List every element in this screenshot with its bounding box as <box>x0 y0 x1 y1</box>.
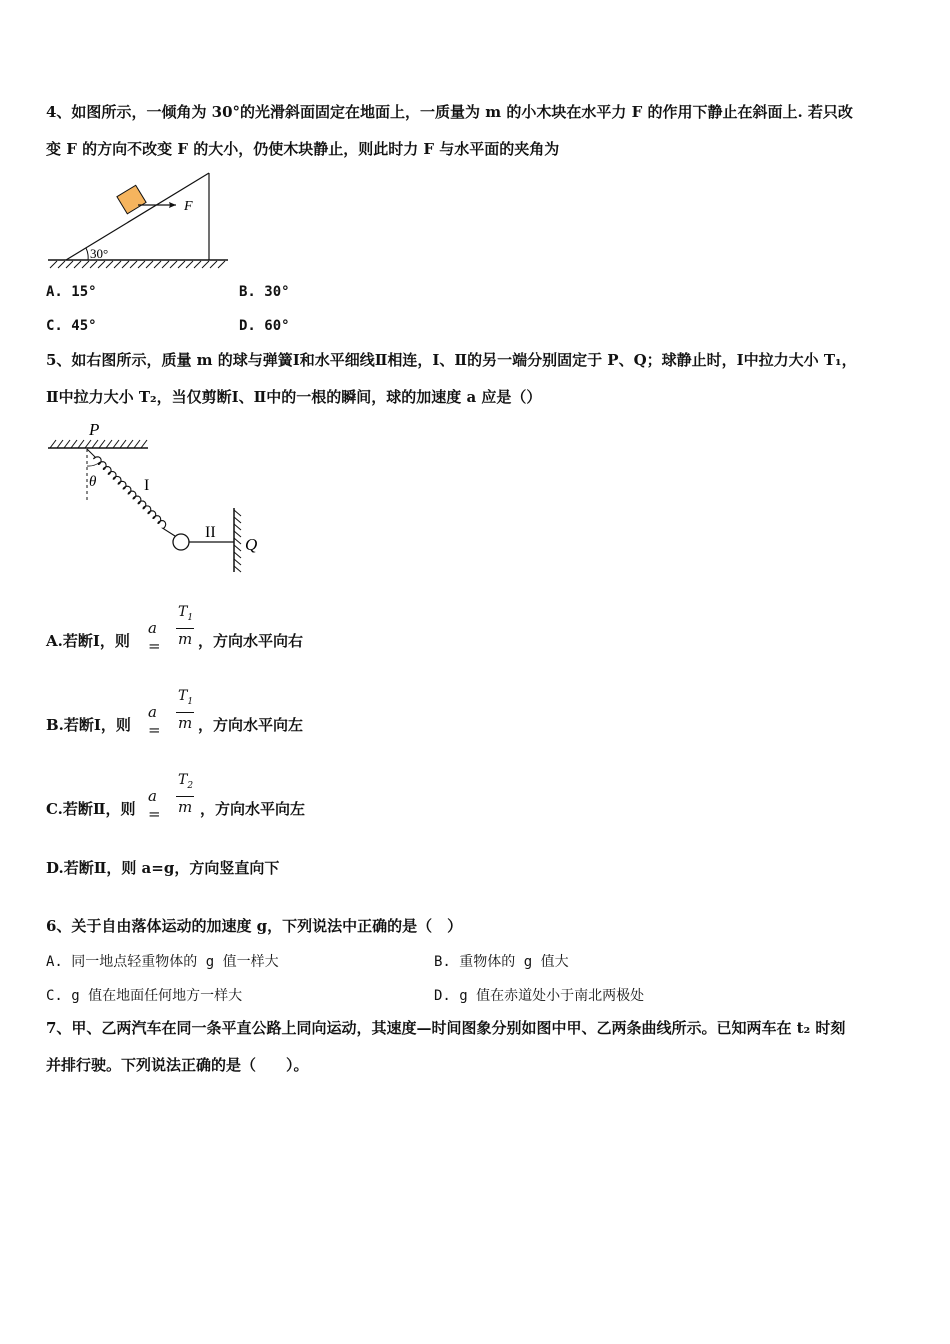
q5-option-c-suffix: ，方向水平向左 <box>200 800 306 818</box>
q6-option-b[interactable]: B. 重物体的 g 值大 <box>434 954 569 970</box>
q4-option-d[interactable]: D. 60° <box>239 318 290 334</box>
formula-denominator: m <box>178 798 193 816</box>
q5-option-c[interactable] <box>46 798 136 819</box>
formula-numerator: $T_1$ <box>178 688 194 707</box>
q4-option-b[interactable]: B. 30° <box>239 284 290 300</box>
wooden-block <box>117 185 146 214</box>
q4-option-c[interactable]: C. 45° <box>46 318 97 334</box>
formula-denominator: m <box>178 630 193 648</box>
formula-lhs: a = <box>148 787 161 823</box>
ball <box>173 534 189 550</box>
ground-hatching <box>50 261 225 268</box>
wall-hatching <box>234 510 241 572</box>
q7-stem-line2: 并排行驶。下列说法正确的是（ ）。 <box>46 1056 309 1074</box>
q4-stem-line1: 4、如图所示，一倾角为 30°的光滑斜面固定在地面上，一质量为 m 的小木块在水平力 F 的作用下静止在斜面上. 若只改 <box>46 103 853 121</box>
formula-lhs: a = <box>148 703 161 739</box>
option-prefix: A.若断Ⅰ，则 <box>46 632 130 650</box>
q6-stem: 6、关于自由落体运动的加速度 g，下列说法中正确的是（ ） <box>46 917 463 935</box>
q5-option-b-suffix: ，方向水平向左 <box>198 716 304 734</box>
option-prefix: B.若断Ⅰ，则 <box>46 716 131 734</box>
q4-incline-figure <box>44 168 234 272</box>
fraction-bar <box>176 628 194 629</box>
fraction-bar <box>176 796 194 797</box>
angle-label: 30° <box>90 246 109 261</box>
q6-option-c[interactable]: C. g 值在地面任何地方一样大 <box>46 988 243 1004</box>
q6-option-a[interactable]: A. 同一地点轻重物体的 g 值一样大 <box>46 954 279 970</box>
q5-spring-figure <box>44 418 274 578</box>
force-arrowhead <box>169 202 176 208</box>
q5-option-a[interactable] <box>46 630 130 651</box>
q5-option-d[interactable]: D.若断Ⅱ，则 a=g，方向竖直向下 <box>46 859 280 877</box>
theta-label: θ <box>89 474 97 490</box>
option-prefix: C.若断Ⅱ，则 <box>46 800 136 818</box>
q6-option-d[interactable]: D. g 值在赤道处小于南北两极处 <box>434 988 645 1004</box>
q5-stem-line1: 5、如右图所示，质量 m 的球与弹簧Ⅰ和水平细线Ⅱ相连，Ⅰ、Ⅱ的另一端分别固定于 P、Q；球静止时，Ⅰ中拉力大小 T₁， <box>46 351 857 369</box>
q5-stem-line2: Ⅱ中拉力大小 T₂，当仅剪断Ⅰ、Ⅱ中的一根的瞬间，球的加速度 a 应是（） <box>46 388 542 406</box>
fraction-bar <box>176 712 194 713</box>
q4-option-a[interactable]: A. 15° <box>46 284 97 300</box>
spring-i <box>87 449 175 536</box>
string-label: II <box>205 524 216 541</box>
angle-arc <box>86 248 88 260</box>
formula-numerator: $T_1$ <box>178 604 194 623</box>
q4-stem-line2: 变 F 的方向不改变 F 的大小，仍使木块静止，则此时力 F 与水平面的夹角为 <box>46 140 560 158</box>
q5-option-b[interactable] <box>46 714 131 735</box>
incline-surface <box>66 173 209 260</box>
formula-denominator: m <box>178 714 193 732</box>
spring-label: I <box>144 477 150 494</box>
q5-option-a-suffix: ，方向水平向右 <box>198 632 304 650</box>
formula-lhs: a = <box>148 619 161 655</box>
p-label: P <box>89 420 100 439</box>
q7-stem-line1: 7、甲、乙两汽车在同一条平直公路上同向运动，其速度—时间图象分别如图中甲、乙两条曲线所示。已知两车在 t₂ 时刻 <box>46 1019 846 1037</box>
q-label: Q <box>245 535 258 554</box>
force-label: F <box>184 199 193 214</box>
ceiling-hatching <box>50 440 147 448</box>
formula-numerator: $T_2$ <box>178 772 194 791</box>
